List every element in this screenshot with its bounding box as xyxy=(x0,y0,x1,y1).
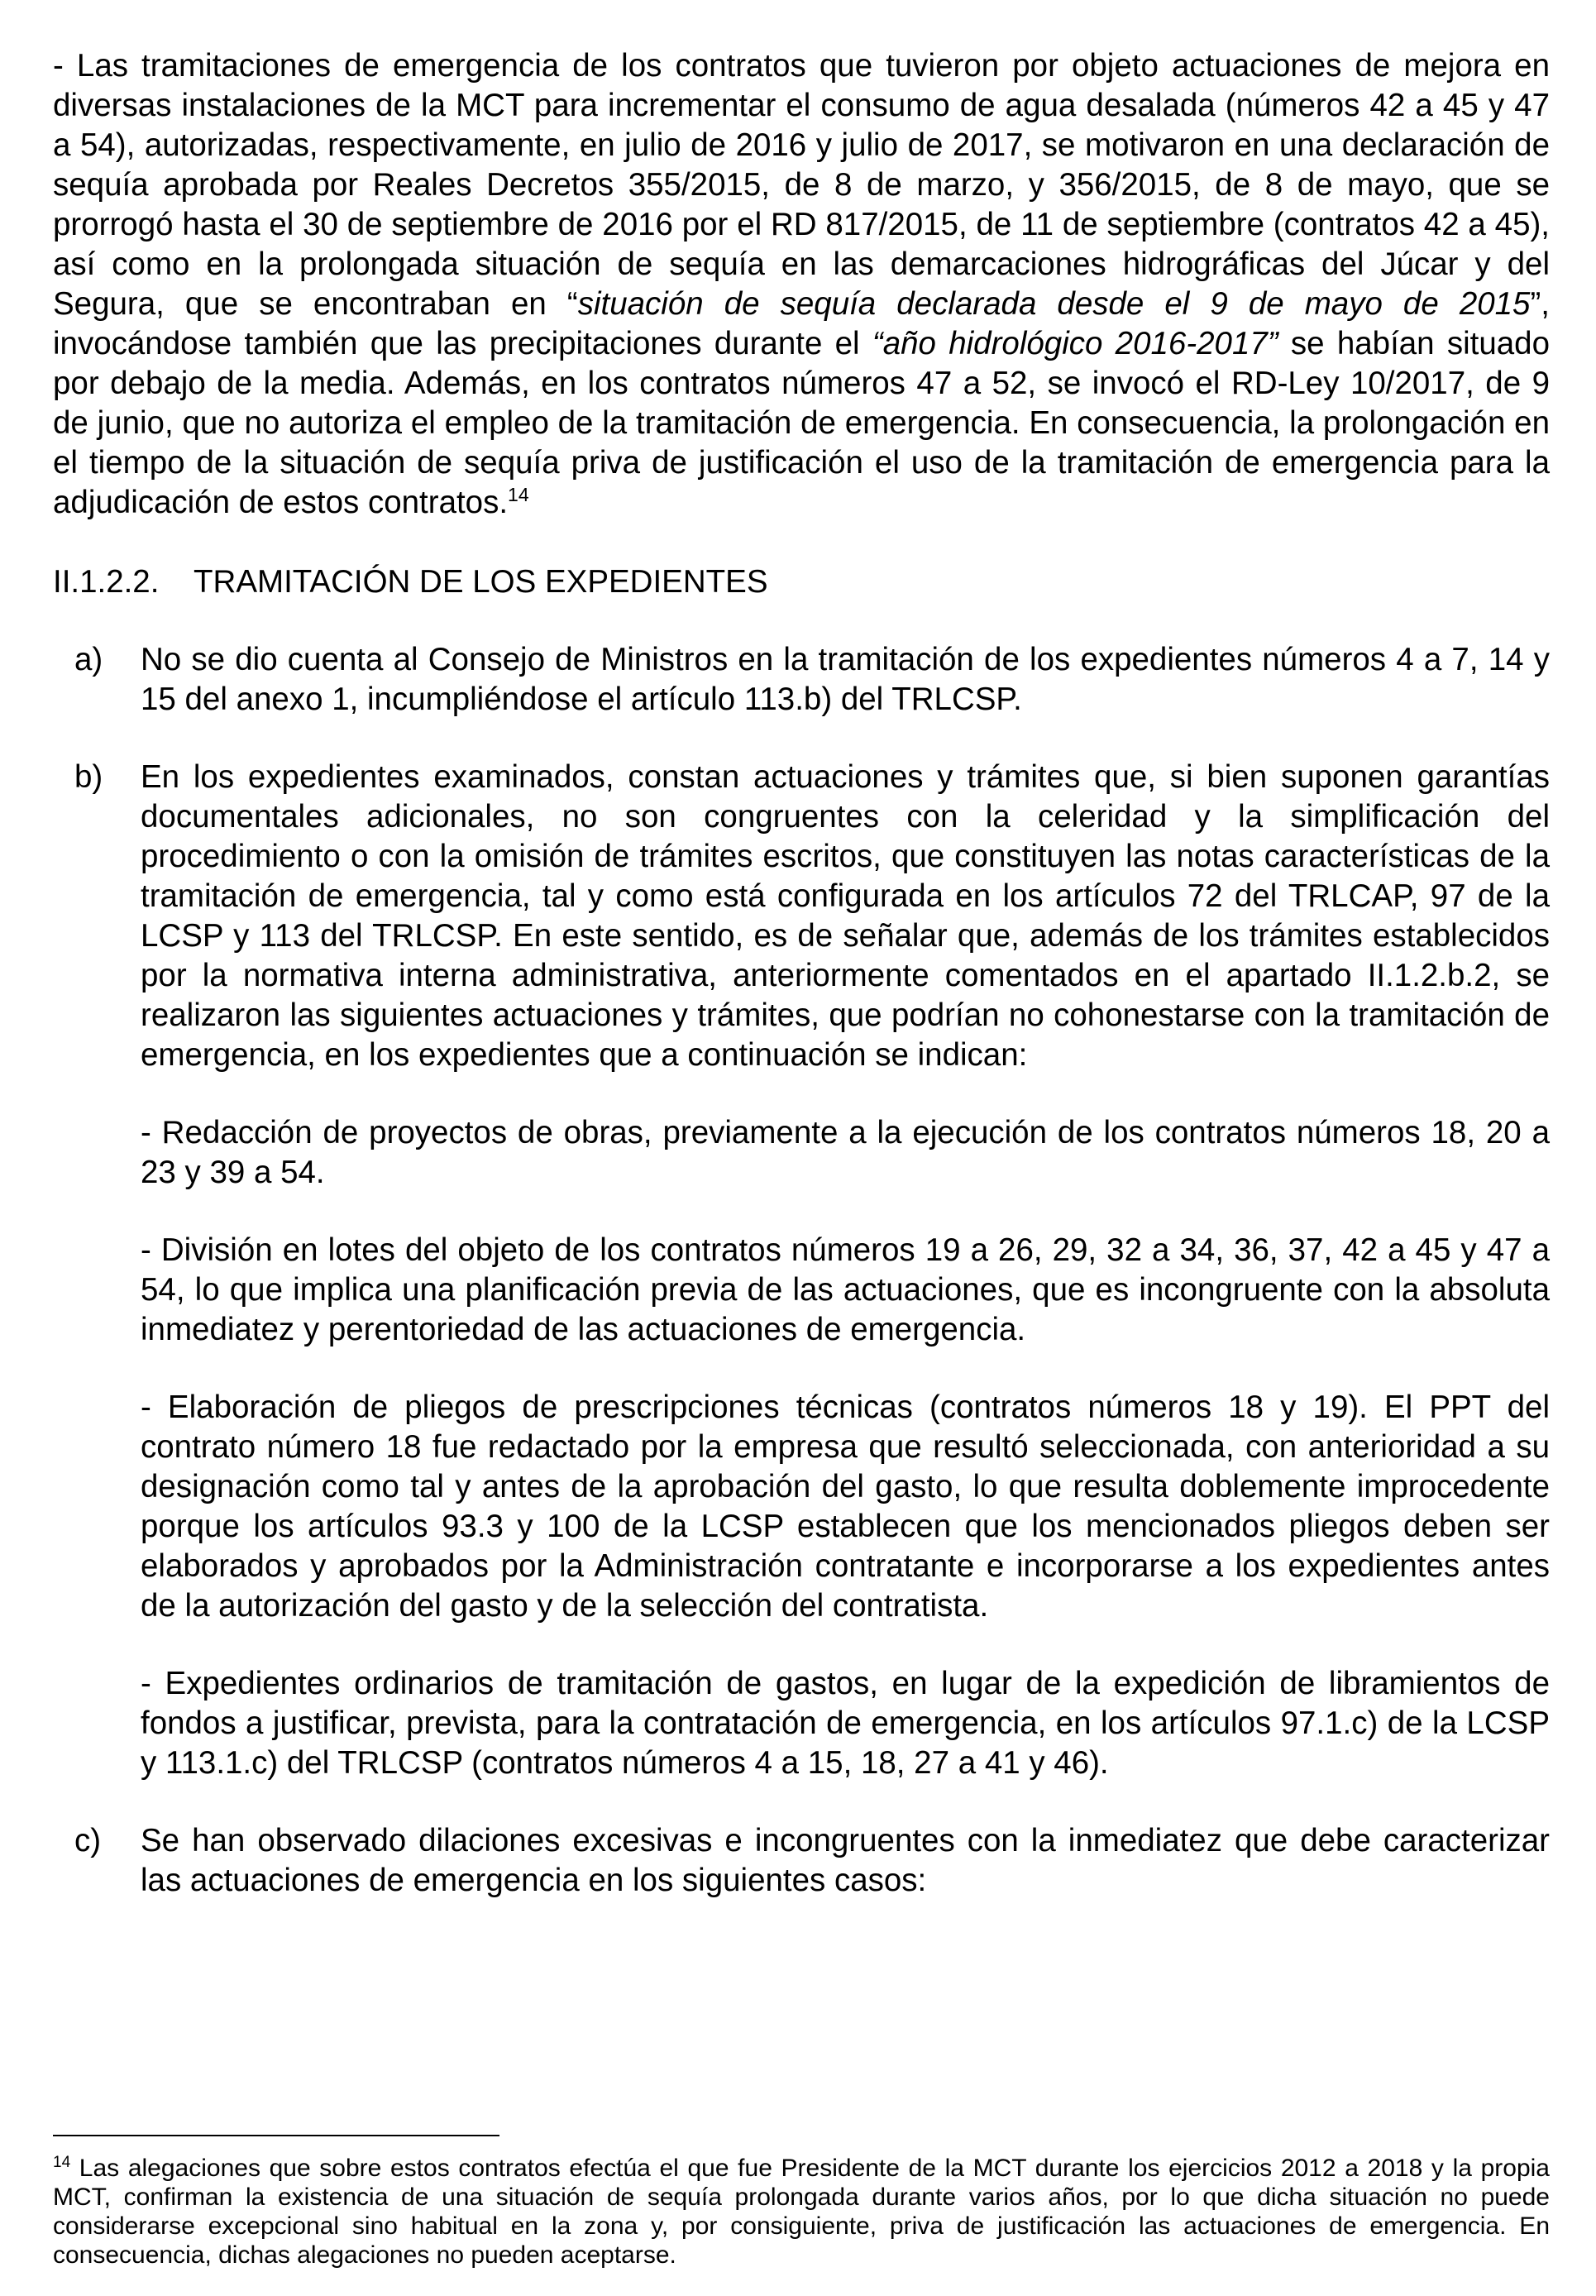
list-item-b xyxy=(53,758,1550,1783)
intro-text-3: se habían situado por debajo de la media. Además, en los contratos números 47 a 52, se invocó el RD-Ley 10/2017, de 9 de junio, que no autoriza el empleo de la tramitación de emergencia. En consecuencia, la prolongación en el tiempo de la situación de sequía priva de justificación el uso de la tramitación de emergencia para la adjudicación de estos contratos. xyxy=(53,326,1551,520)
intro-italic-2: “año hidrológico 2016-2017” xyxy=(872,326,1278,361)
section-heading xyxy=(53,562,1550,602)
footnote-reference[interactable]: 14 xyxy=(508,484,529,506)
sub-paragraph-expense-files: - Expedientes ordinarios de tramitación de gastos, en lugar de la expedición de libramientos de fondos a justificar, prevista, para la contratación de emergencia, en los artículos 97.1.c) de la LCSP y 113.1.c) del TRLCSP (contratos números 4 a 15, 18, 27 a 41 y 46). xyxy=(141,1666,1550,1781)
sub-paragraph-projects: - Redacción de proyectos de obras, previamente a la ejecución de los contratos números 18, 20 a 23 y 39 a 54. xyxy=(141,1115,1550,1190)
intro-paragraph xyxy=(53,46,1550,523)
intro-text-2: ”, invocándose también que las precipitaciones durante el xyxy=(53,286,1550,361)
footnote-divider xyxy=(53,2135,499,2136)
list-item-c xyxy=(53,1821,1550,1901)
list-item-text: Se han observado dilaciones excesivas e incongruentes con la inmediatez que debe caracterizar las actuaciones de emergencia en los siguientes casos: xyxy=(141,1823,1550,1898)
list-item-letter: c) xyxy=(74,1823,102,1858)
sub-paragraph-lots: - División en lotes del objeto de los contratos números 19 a 26, 29, 32 a 34, 36, 37, 42 a 45 y 47 a 54, lo que implica una planificación previa de las actuaciones, que es incongruente con la absoluta inmediatez y perentoriedad de las actuaciones de emergencia. xyxy=(141,1232,1550,1347)
document-page xyxy=(53,46,1550,1939)
list-item-body xyxy=(141,758,1550,1783)
footnote-text: Las alegaciones que sobre estos contratos efectúa el que fue Presidente de la MCT durante los ejercicios 2012 a 2018 y la propia MCT, confirman la existencia de una situación de sequía prolongada durante varios años, por lo que dicha situación no puede considerarse excepcional sino habitual en la zona y, por consiguiente, priva de justificación las actuaciones de emergencia. En consecuencia, dichas alegaciones no pueden aceptarse. xyxy=(53,2155,1550,2269)
footnote-number: 14 xyxy=(53,2154,71,2171)
list-item-body xyxy=(141,1821,1550,1901)
intro-italic-1: situación de sequía declarada desde el 9 de mayo de 2015 xyxy=(577,286,1531,322)
section-number: II.1.2.2. xyxy=(53,564,160,600)
section-title: TRAMITACIÓN DE LOS EXPEDIENTES xyxy=(194,564,768,600)
sub-paragraph-specifications: - Elaboración de pliegos de prescripciones técnicas (contratos números 18 y 19). El PPT del contrato número 18 fue redactado por la empresa que resultó seleccionada, con anterioridad a su designación como tal y antes de la aprobación del gasto, lo que resulta doblemente improcedente porque los artículos 93.3 y 100 de la LCSP establecen que los mencionados pliegos deben ser elaborados y aprobados por la Administración contratante e incorporarse a los expedientes antes de la autorización del gasto y de la selección del contratista. xyxy=(141,1390,1550,1624)
list-item-letter: b) xyxy=(74,759,103,795)
intro-text-1: - Las tramitaciones de emergencia de los contratos que tuvieron por objeto actuaciones de mejora en diversas instalaciones de la MCT para incrementar el consumo de agua desalada (números 42 a 45 y 47 a 54), autorizadas, respectivamente, en julio de 2016 y julio de 2017, se motivaron en una declaración de sequía aprobada por Reales Decretos 355/2015, de 8 de marzo, y 356/2015, de 8 de mayo, que se prorrogó hasta el 30 de septiembre de 2016 por el RD 817/2015, de 11 de septiembre (contratos 42 a 45), así como en la prolongada situación de sequía en las demarcaciones hidrográficas del Júcar y del Segura, que se encontraban en “ xyxy=(53,48,1550,322)
list-item-letter: a) xyxy=(74,642,103,677)
list-item-body xyxy=(141,640,1550,720)
list-item-text: No se dio cuenta al Consejo de Ministros en la tramitación de los expedientes números 4 a 7, 14 y 15 del anexo 1, incumpliéndose el artículo 113.b) del TRLCSP. xyxy=(141,642,1550,717)
list-item-a xyxy=(53,640,1550,720)
footnote xyxy=(53,2154,1550,2270)
list-item-text: En los expedientes examinados, constan actuaciones y trámites que, si bien suponen garantías documentales adicionales, no son congruentes con la celeridad y la simplificación del procedimiento o con la omisión de trámites escritos, que constituyen las notas características de la tramitación de emergencia, tal y como está configurada en los artículos 72 del TRLCAP, 97 de la LCSP y 113 del TRLCSP. En este sentido, es de señalar que, además de los trámites establecidos por la normativa interna administrativa, anteriormente comentados en el apartado II.1.2.b.2, se realizaron las siguientes actuaciones y trámites, que podrían no cohonestarse con la tramitación de emergencia, en los expedientes que a continuación se indican: xyxy=(141,759,1550,1073)
